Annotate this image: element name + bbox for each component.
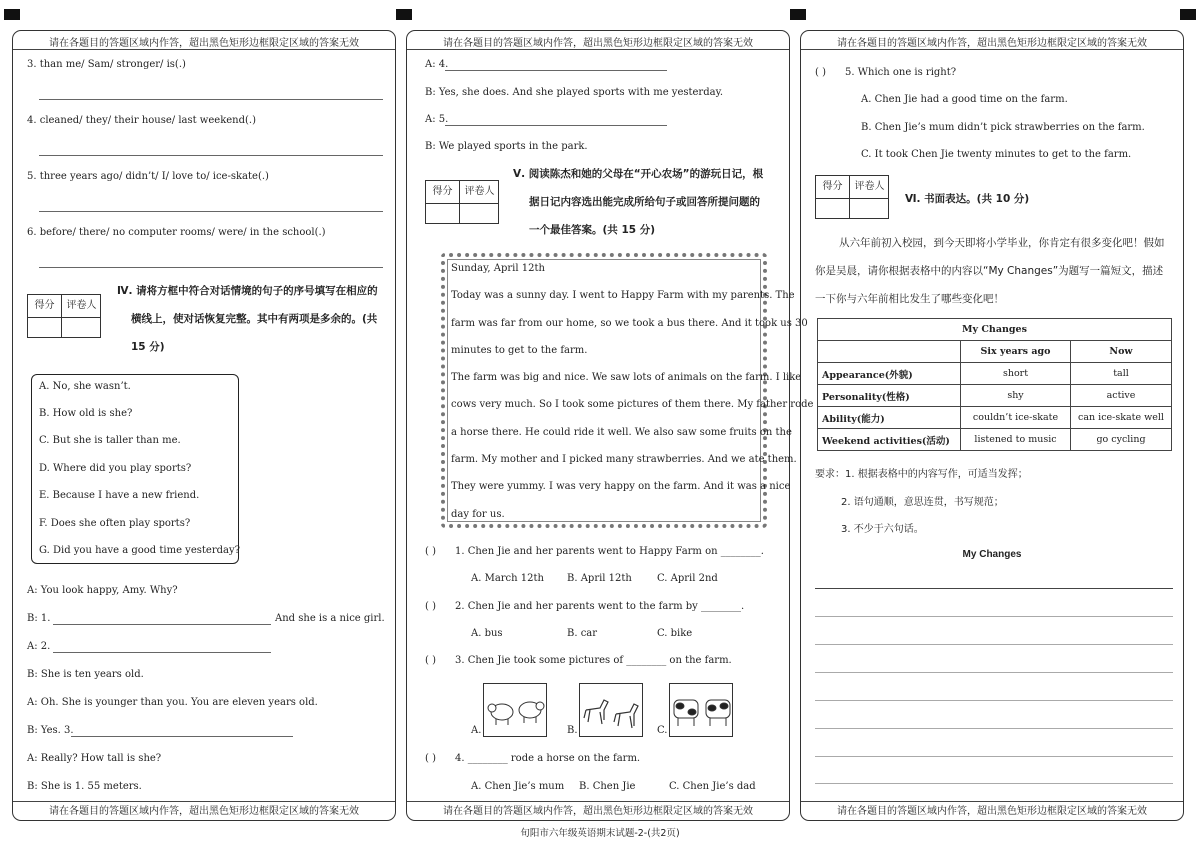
writing-line[interactable] xyxy=(815,644,1173,645)
table-header: Now xyxy=(1071,341,1172,363)
question-text: 4. ________ rode a horse on the farm. xyxy=(455,753,641,764)
prompt-line: 一下你与六年前相比发生了哪些变化吧！ xyxy=(815,293,1004,305)
table-row xyxy=(818,407,1172,429)
diary-line: They were yummy. I was very happy on the farm. And it was a nice xyxy=(451,481,791,492)
answer-line[interactable] xyxy=(39,267,383,268)
warning-bottom: 请在各题目的答题区域内作答，超出黑色矩形边框限定区域的答案无效 xyxy=(443,806,753,817)
choice-a[interactable]: A. Chen Jie had a good time on the farm. xyxy=(861,94,1068,105)
answer-line[interactable] xyxy=(39,211,383,212)
warning-top: 请在各题目的答题区域内作答，超出黑色矩形边框限定区域的答案无效 xyxy=(443,38,753,49)
registration-mark xyxy=(1180,9,1196,20)
option-item: A. No, she wasn’t. xyxy=(39,381,131,392)
option-item: C. But she is taller than me. xyxy=(39,435,181,446)
table-cell: couldn’t ice-skate xyxy=(961,407,1071,429)
option-item: F. Does she often play sports? xyxy=(39,518,191,529)
writing-line[interactable] xyxy=(815,672,1173,673)
options-box xyxy=(31,374,239,564)
choice-b[interactable]: B. Chen Jie’s mum didn’t pick strawberries on the farm. xyxy=(861,122,1145,133)
answer-paren[interactable]: ( ) xyxy=(425,753,436,764)
table-cell: active xyxy=(1071,385,1172,407)
answer-paren[interactable]: ( ) xyxy=(425,655,436,666)
section-6-heading: Ⅵ. 书面表达。(共 10 分) xyxy=(905,193,1030,205)
answer-line[interactable] xyxy=(39,99,383,100)
section-5-heading: 一个最佳答案。(共 15 分) xyxy=(529,224,656,236)
table-row xyxy=(818,385,1172,407)
reorder-question: 5. three years ago/ didn’t/ I/ love to/ ice-skate(.) xyxy=(27,171,269,182)
warning-top: 请在各题目的答题区域内作答，超出黑色矩形边框限定区域的答案无效 xyxy=(837,38,1147,49)
dialog-line: A: Oh. She is younger than you. You are eleven years old. xyxy=(27,697,318,708)
diary-line: Sunday, April 12th xyxy=(451,263,545,274)
table-row xyxy=(818,429,1172,451)
option-item: G. Did you have a good time yesterday? xyxy=(39,545,240,556)
dialog-line: A: You look happy, Amy. Why? xyxy=(27,585,178,596)
page-footer: 旬阳市六年级英语期末试题-2-(共2页) xyxy=(520,828,680,839)
section-4-heading: Ⅳ. 请将方框中符合对话情境的句子的序号填写在相应的 xyxy=(117,285,378,297)
registration-mark xyxy=(790,9,806,20)
requirement-line: 3. 不少于六句话。 xyxy=(841,524,924,535)
registration-mark xyxy=(396,9,412,20)
dialog-line: A: 2. xyxy=(27,641,51,652)
table-cell: can ice-skate well xyxy=(1071,407,1172,429)
answer-area-column-1 xyxy=(12,30,396,821)
choice-c[interactable]: C. bike xyxy=(657,628,693,639)
table-cell: listened to music xyxy=(961,429,1071,451)
writing-line[interactable] xyxy=(815,756,1173,757)
warning-bottom: 请在各题目的答题区域内作答，超出黑色矩形边框限定区域的答案无效 xyxy=(49,806,359,817)
sheep-picture[interactable] xyxy=(483,683,547,737)
cow-picture[interactable] xyxy=(669,683,733,737)
answer-line[interactable] xyxy=(53,652,271,653)
warning-top: 请在各题目的答题区域内作答，超出黑色矩形边框限定区域的答案无效 xyxy=(49,38,359,49)
table-header xyxy=(818,341,961,363)
table-cell: go cycling xyxy=(1071,429,1172,451)
changes-table xyxy=(817,318,1172,451)
writing-line[interactable] xyxy=(815,588,1173,589)
prompt-line: 从六年前初入校园，到今天即将小学毕业，你肯定有很多变化吧！假如 xyxy=(839,237,1165,249)
table-cell: Appearance(外貌) xyxy=(818,363,961,385)
table-cell: Personality(性格) xyxy=(818,385,961,407)
choice-b[interactable]: B. April 12th xyxy=(567,573,632,584)
choice-a[interactable]: A. xyxy=(471,725,482,736)
prompt-line: 你是吴晨，请你根据表格中的内容以“My Changes”为题写一篇短文，描述 xyxy=(815,265,1164,277)
dialog-line: B: Yes. 3. xyxy=(27,725,74,736)
horse-picture[interactable] xyxy=(579,683,643,737)
writing-line[interactable] xyxy=(815,700,1173,701)
diary-box xyxy=(441,253,814,528)
dialog-line: B: 1. xyxy=(27,613,51,624)
dialog-line: B: She is 1. 55 meters. xyxy=(27,781,142,792)
dialog-line: B: She is ten years old. xyxy=(27,669,144,680)
question-text: 3. Chen Jie took some pictures of ________ on the farm. xyxy=(455,655,732,666)
option-item: D. Where did you play sports? xyxy=(39,463,192,474)
dialog-line: B: We played sports in the park. xyxy=(425,141,588,152)
diary-line: farm was far from our home, so we took a bus there. And it took us 30 xyxy=(451,318,808,329)
answer-paren[interactable]: ( ) xyxy=(815,67,826,78)
writing-line[interactable] xyxy=(815,783,1173,784)
reorder-question: 3. than me/ Sam/ stronger/ is(.) xyxy=(27,59,186,70)
score-box: 得分 评卷人 xyxy=(27,294,101,338)
diary-line: a horse there. He could ride it well. We also saw some fruits on the xyxy=(451,427,792,438)
score-box: 得分 评卷人 xyxy=(425,180,499,224)
choice-a[interactable]: A. bus xyxy=(471,628,503,639)
score-box: 得分 评卷人 xyxy=(815,175,889,219)
choice-a[interactable]: A. Chen Jie’s mum xyxy=(471,781,565,792)
answer-line[interactable] xyxy=(39,155,383,156)
diary-line: Today was a sunny day. I went to Happy Farm with my parents. The xyxy=(451,290,795,301)
choice-c[interactable]: C. April 2nd xyxy=(657,573,718,584)
answer-line[interactable] xyxy=(445,70,667,71)
table-cell: short xyxy=(961,363,1071,385)
answer-area-column-3 xyxy=(800,30,1184,821)
dialog-line: And she is a nice girl. xyxy=(275,613,385,624)
choice-c[interactable]: C. It took Chen Jie twenty minutes to get to the farm. xyxy=(861,149,1132,160)
writing-line[interactable] xyxy=(815,728,1173,729)
section-4-heading: 15 分) xyxy=(131,341,165,353)
table-cell: Ability(能力) xyxy=(818,407,961,429)
dialog-line: A: 4. xyxy=(425,59,449,70)
answer-line[interactable] xyxy=(445,125,667,126)
section-4-heading: 横线上，使对话恢复完整。其中有两项是多余的。(共 xyxy=(131,313,378,325)
answer-area-column-2 xyxy=(406,30,814,821)
writing-line[interactable] xyxy=(815,616,1173,617)
section-5-heading: Ⅴ. 阅读陈杰和她的父母在“开心农场”的游玩日记，根 xyxy=(513,168,764,180)
requirement-line: 要求：1. 根据表格中的内容写作，可适当发挥； xyxy=(815,469,1028,480)
reorder-question: 4. cleaned/ they/ their house/ last weekend(.) xyxy=(27,115,256,126)
choice-a[interactable]: A. March 12th xyxy=(471,573,544,584)
dialog-line: A: 5. xyxy=(425,114,449,125)
answer-paren[interactable]: ( ) xyxy=(425,546,436,557)
answer-line[interactable] xyxy=(53,624,271,625)
dialog-line: A: Really? How tall is she? xyxy=(27,753,162,764)
table-header: Six years ago xyxy=(961,341,1071,363)
option-item: B. How old is she? xyxy=(39,408,133,419)
reorder-question: 6. before/ there/ no computer rooms/ were/ in the school(.) xyxy=(27,227,326,238)
answer-line[interactable] xyxy=(71,736,293,737)
dialog-line: B: Yes, she does. And she played sports with me yesterday. xyxy=(425,87,724,98)
table-cell: Weekend activities(活动) xyxy=(818,429,961,451)
table-cell: shy xyxy=(961,385,1071,407)
diary-line: The farm was big and nice. We saw lots of animals on the farm. I like xyxy=(451,372,802,383)
registration-mark xyxy=(4,9,20,20)
choice-b[interactable]: B. xyxy=(567,725,578,736)
diary-line: cows very much. So I took some pictures of them there. My father rode xyxy=(451,399,814,410)
question-text: 1. Chen Jie and her parents went to Happy Farm on ________. xyxy=(455,546,764,557)
question-text: 2. Chen Jie and her parents went to the farm by ________. xyxy=(455,601,745,612)
diary-line: minutes to get to the farm. xyxy=(451,345,588,356)
choice-c[interactable]: C. xyxy=(657,725,668,736)
warning-bottom: 请在各题目的答题区域内作答，超出黑色矩形边框限定区域的答案无效 xyxy=(837,806,1147,817)
choice-b[interactable]: B. Chen Jie xyxy=(579,781,636,792)
question-text: 5. Which one is right? xyxy=(845,67,957,78)
table-cell: tall xyxy=(1071,363,1172,385)
section-5-heading: 据日记内容选出能完成所给句子或回答所提问题的 xyxy=(529,196,760,208)
writing-title: My Changes xyxy=(962,549,1022,560)
diary-line: farm. My mother and I picked many strawberries. And we ate them. xyxy=(451,454,797,465)
table-title: My Changes xyxy=(818,319,1172,341)
requirement-line: 2. 语句通顺，意思连贯，书写规范； xyxy=(841,497,1004,508)
answer-paren[interactable]: ( ) xyxy=(425,601,436,612)
diary-line: day for us. xyxy=(451,509,505,520)
option-item: E. Because I have a new friend. xyxy=(39,490,200,501)
table-row xyxy=(818,363,1172,385)
choice-b[interactable]: B. car xyxy=(567,628,598,639)
choice-c[interactable]: C. Chen Jie’s dad xyxy=(669,781,756,792)
